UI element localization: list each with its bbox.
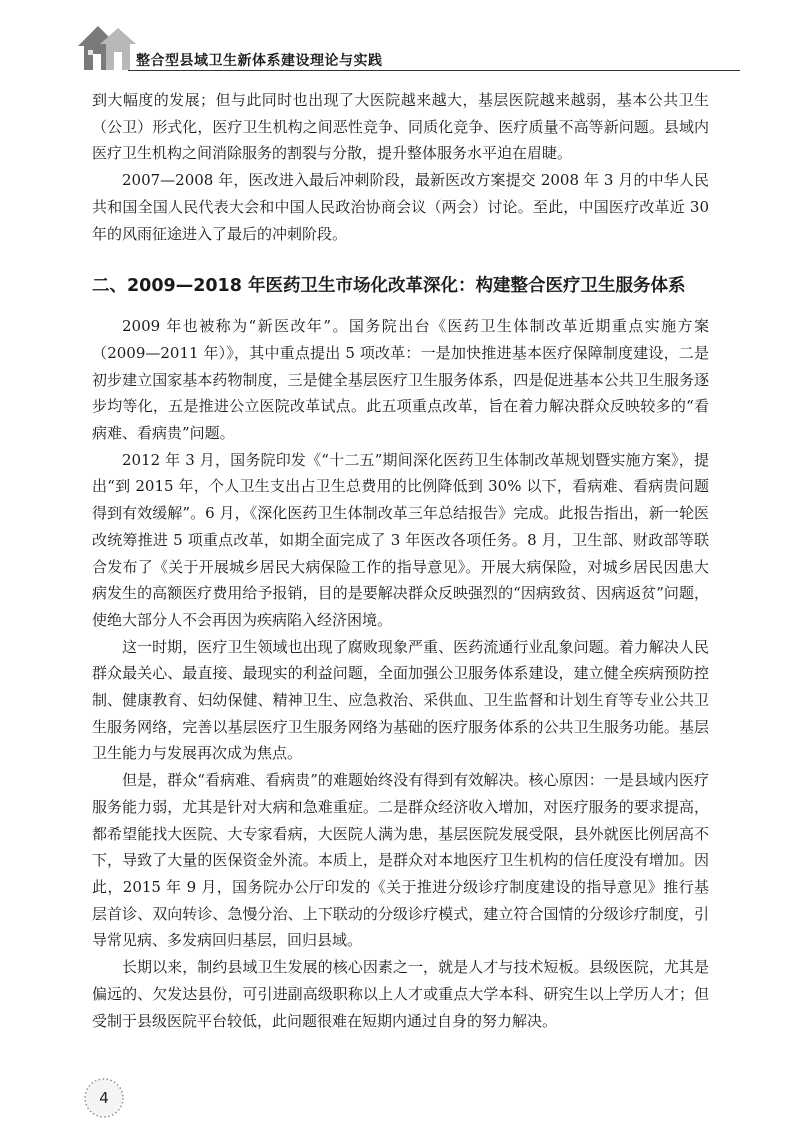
paragraph-talent-shortage: 长期以来，制约县域卫生发展的核心因素之一，就是人才与技术短板。县级医院，尤其是偏远的、欠发达县份，可引进副高级职称以上人才或重点大学本科、研究生以上学历人才；但受制于县级医院平台较低，此问题很难在短期内通过自身的努力解决。 (92, 958, 709, 1030)
paragraph-2012-plan: 2012 年 3 月，国务院印发《“十二五”期间深化医药卫生体制改革规划暨实施方案》，提出“到 2015 年，个人卫生支出占卫生总费用的比例降低到 30% 以下，看病难、看病贵问题得到有效缓解”。6 月，《深化医药卫生体制改革三年总结报告》完成。此报告指出，新一轮医改统筹推进 5 项重点改革，如期全面完成了 3 年医改各项任务。8 月，卫生部、财政部等联合发布了《关于开展城乡居民大病保险工作的指导意见》。开展大病保险，对城乡居民因患大病发生的高额医疗费用给予报销，目的是要解决群众反映强烈的“因病致贫、因病返贫”问题，使绝大部分人不会再因为疾病陷入经济困境。 (92, 450, 709, 629)
page-number: 4 (99, 1089, 109, 1107)
running-header-title: 整合型县域卫生新体系建设理论与实践 (136, 53, 383, 69)
paragraph-public-health: 这一时期，医疗卫生领域也出现了腐败现象严重、医药流通行业乱象问题。着力解决人民群众最关心、最直接、最现实的利益问题，全面加强公卫服务体系建设，建立健全疾病预防控制、健康教育、妇幼保健、精神卫生、应急救治、采供血、卫生监督和计划生育等专业公共卫生服务网络，完善以基层医疗卫生服务网络为基础的医疗服务体系的公共卫生服务功能。基层卫生能力与发展再次成为焦点。 (92, 637, 709, 763)
paragraph-2009-reform: 2009 年也被称为“新医改年”。国务院出台《医药卫生体制改革近期重点实施方案（2009—2011 年）》，其中重点提出 5 项改革：一是加快推进基本医疗保障制度建设，二是初步建立国家基本药物制度，三是健全基层医疗卫生服务体系，四是促进基本公共卫生服务逐步均等化，五是推进公立医院改革试点。此五项重点改革，旨在着力解决群众反映较多的“看病难、看病贵”问题。 (92, 317, 709, 443)
running-header (60, 14, 740, 74)
house-logo-icon (74, 20, 144, 76)
section-heading: 二、2009—2018 年医药卫生市场化改革深化：构建整合医疗卫生服务体系 (92, 276, 686, 297)
paragraph-tiered-care: 但是，群众“看病难、看病贵”的难题始终没有得到有效解决。核心原因：一是县域内医疗服务能力弱，尤其是针对大病和急难重症。二是群众经济收入增加，对医疗服务的要求提高，都希望能找大医院、大专家看病，大医院人满为患，基层医院发展受限，县外就医比例居高不下，导致了大量的医保资金外流。本质上，是群众对本地医疗卫生机构的信任度没有增加。因此，2015 年 9 月，国务院办公厅印发的《关于推进分级诊疗制度建设的指导意见》推行基层首诊、双向转诊、急慢分治、上下联动的分级诊疗模式，建立符合国情的分级诊疗制度，引导常见病、多发病回归基层，回归县域。 (92, 771, 709, 950)
paragraph-intro-2: 2007—2008 年，医改进入最后冲刺阶段，最新医改方案提交 2008 年 3 月的中华人民共和国全国人民代表大会和中国人民政治协商会议（两会）讨论。至此，中国医疗改革近 30 年的风雨征途进入了最后的冲刺阶段。 (92, 171, 709, 243)
paragraph-intro-1: 到大幅度的发展；但与此同时也出现了大医院越来越大，基层医院越来越弱，基本公共卫生（公卫）形式化，医疗卫生机构之间恶性竞争、同质化竞争、医疗质量不高等新问题。县域内医疗卫生机构之间消除服务的割裂与分散，提升整体服务水平迫在眉睫。 (92, 91, 709, 163)
header-divider (128, 70, 740, 71)
page-body (92, 87, 709, 1034)
page-number-badge (82, 1076, 126, 1120)
